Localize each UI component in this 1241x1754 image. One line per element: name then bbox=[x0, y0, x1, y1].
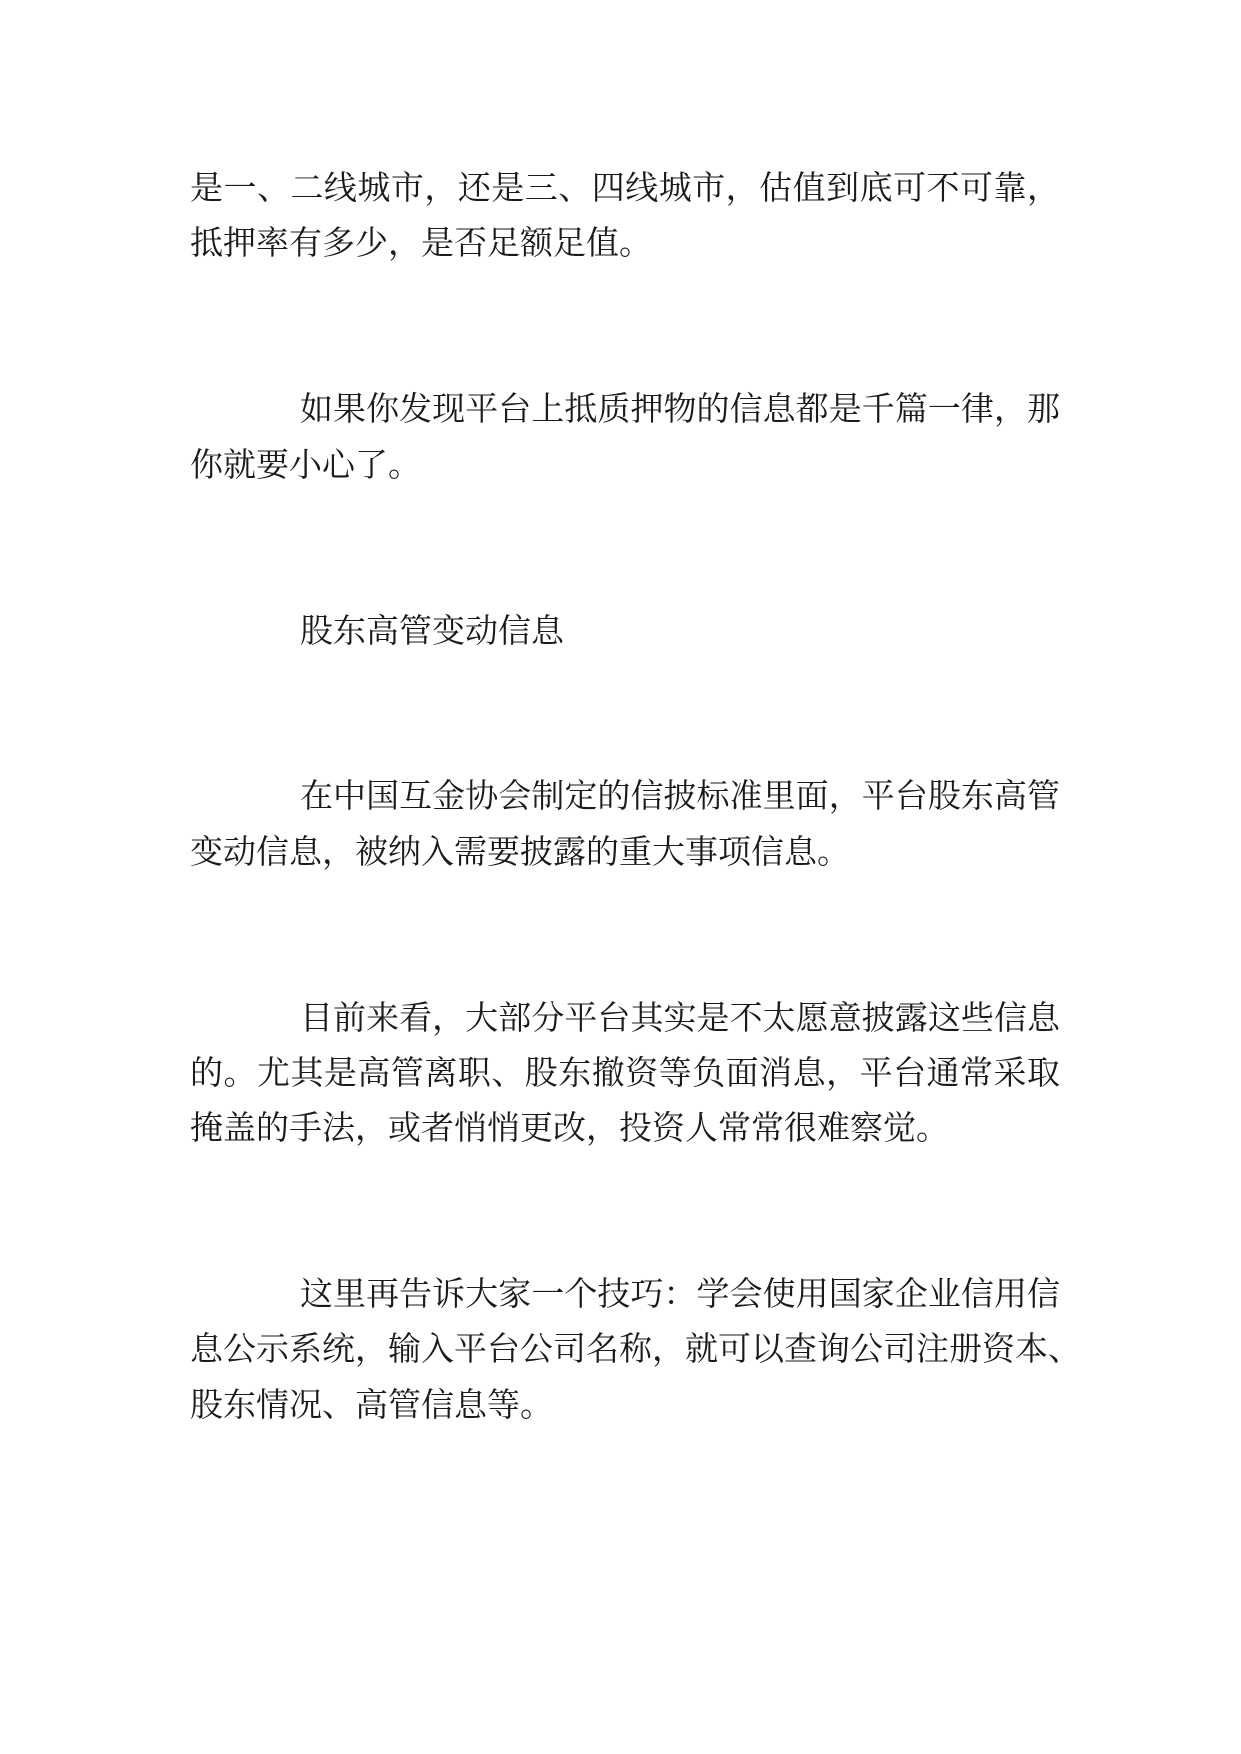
section-heading: 股东高管变动信息 bbox=[300, 611, 564, 650]
paragraph-line: 股东情况、高管信息等。 bbox=[190, 1385, 553, 1424]
paragraph-line: 息公示系统，输入平台公司名称，就可以查询公司注册资本、 bbox=[190, 1329, 1081, 1368]
paragraph-line: 的。尤其是高管离职、股东撤资等负面消息，平台通常采取 bbox=[190, 1053, 1060, 1092]
paragraph-line: 是一、二线城市，还是三、四线城市，估值到底可不可靠， bbox=[190, 168, 1060, 207]
paragraph-line: 这里再告诉大家一个技巧：学会使用国家企业信用信 bbox=[300, 1274, 1060, 1313]
paragraph-line: 变动信息，被纳入需要披露的重大事项信息。 bbox=[190, 832, 850, 871]
paragraph-line: 抵押率有多少，是否足额足值。 bbox=[190, 223, 652, 262]
paragraph-line: 掩盖的手法，或者悄悄更改，投资人常常很难察觉。 bbox=[190, 1108, 949, 1147]
paragraph-line: 在中国互金协会制定的信披标准里面，平台股东高管 bbox=[300, 776, 1060, 815]
paragraph-line: 如果你发现平台上抵质押物的信息都是千篇一律，那 bbox=[300, 389, 1060, 428]
paragraph-line: 目前来看，大部分平台其实是不太愿意披露这些信息 bbox=[300, 998, 1060, 1037]
paragraph-line: 你就要小心了。 bbox=[190, 445, 421, 484]
